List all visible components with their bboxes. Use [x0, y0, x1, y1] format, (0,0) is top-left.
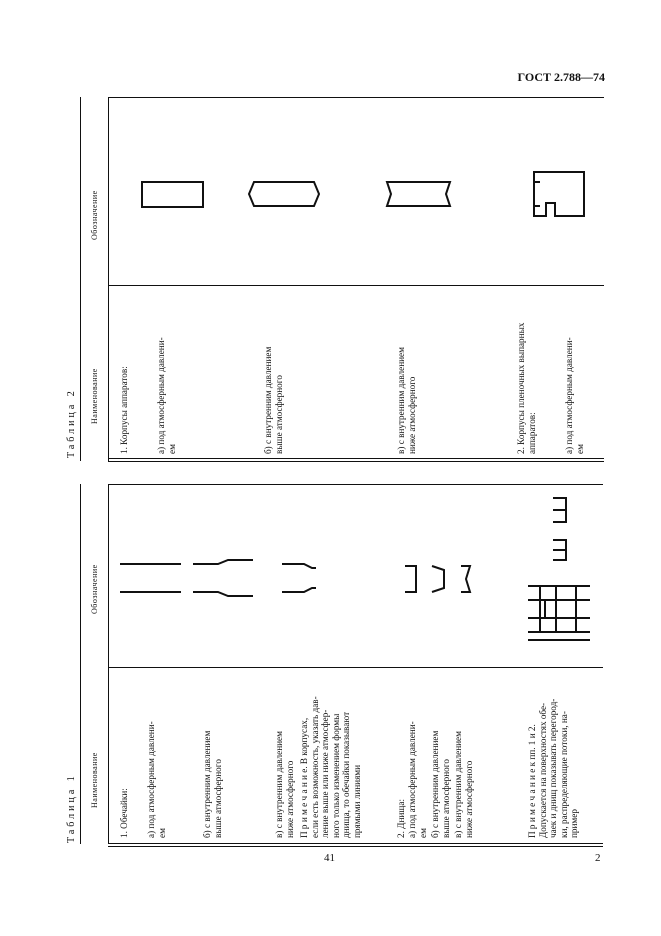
table-2-row: в) с внутренним давлением ниже атмосферного [396, 347, 417, 454]
shell-atmospheric-symbol [142, 182, 203, 207]
head-overpressure-symbol [432, 566, 444, 592]
table-2-row: а) под атмосферным давлени- ем [564, 337, 585, 454]
table-1-row: 2. Днища: [396, 799, 406, 838]
table-2-caption: Таблица 2 [66, 388, 77, 458]
table-2-row: 1. Корпусы аппаратов: [119, 366, 129, 454]
table-2-row: 2. Корпусы пленочных выпарных аппаратов: [516, 322, 537, 454]
head-atmospheric-symbol [405, 566, 416, 592]
table-1-note: П р и м е ч а н и е к пп. 1 и 2. Допускается на поверхностях обе- чаек и днищ показывать перегород- ки, распределяющие потоки, на- пример [527, 698, 579, 838]
table-1-row: в) с внутренним давлением ниже атмосферного [274, 731, 295, 838]
shell-vacuum-lines [282, 564, 316, 592]
shell-overpressure-lines [193, 560, 253, 596]
table-1-row: б) с внутренним давлением выше атмосферного [430, 730, 451, 838]
table-2-col-name: Наименование [90, 368, 99, 424]
page-number: 41 [324, 852, 335, 864]
table-2-row: б) с внутренним давлением выше атмосферного [263, 346, 284, 454]
partition-example-symbols [528, 498, 590, 640]
document-header: ГОСТ 2.788—74 [517, 70, 605, 84]
table-1-note: П р и м е ч а н и е. В корпусах, если есть возможность, указать дав- ление выше или ниже атмосфер- ного только изменением формы днища, то обечайки показывают прямыми линиями [299, 696, 362, 838]
table-1-caption: Таблица 1 [66, 773, 77, 843]
sheet-number: 2 [595, 852, 601, 864]
table-1-row: а) под атмосферным давлени- ем [146, 721, 167, 838]
film-evaporator-symbol [534, 172, 584, 216]
table-1-row: 1. Обечайки: [119, 788, 129, 838]
table-2-col-symbol: Обозначение [90, 190, 99, 240]
table-1-row: б) с внутренним давлением выше атмосферного [202, 730, 223, 838]
table-2-row: а) под атмосферным давлени- ем [156, 337, 177, 454]
shell-vacuum-symbol [387, 182, 450, 206]
head-vacuum-symbol [461, 566, 470, 592]
table-1-col-name: Наименование [90, 752, 99, 808]
table-1-col-symbol: Обозначение [90, 564, 99, 614]
shell-overpressure-symbol [249, 182, 319, 206]
table-1-row: а) под атмосферным давлени- ем [407, 721, 428, 838]
shell-atmospheric-lines [120, 564, 181, 592]
table-1-row: в) с внутренним давлением ниже атмосферного [453, 731, 474, 838]
